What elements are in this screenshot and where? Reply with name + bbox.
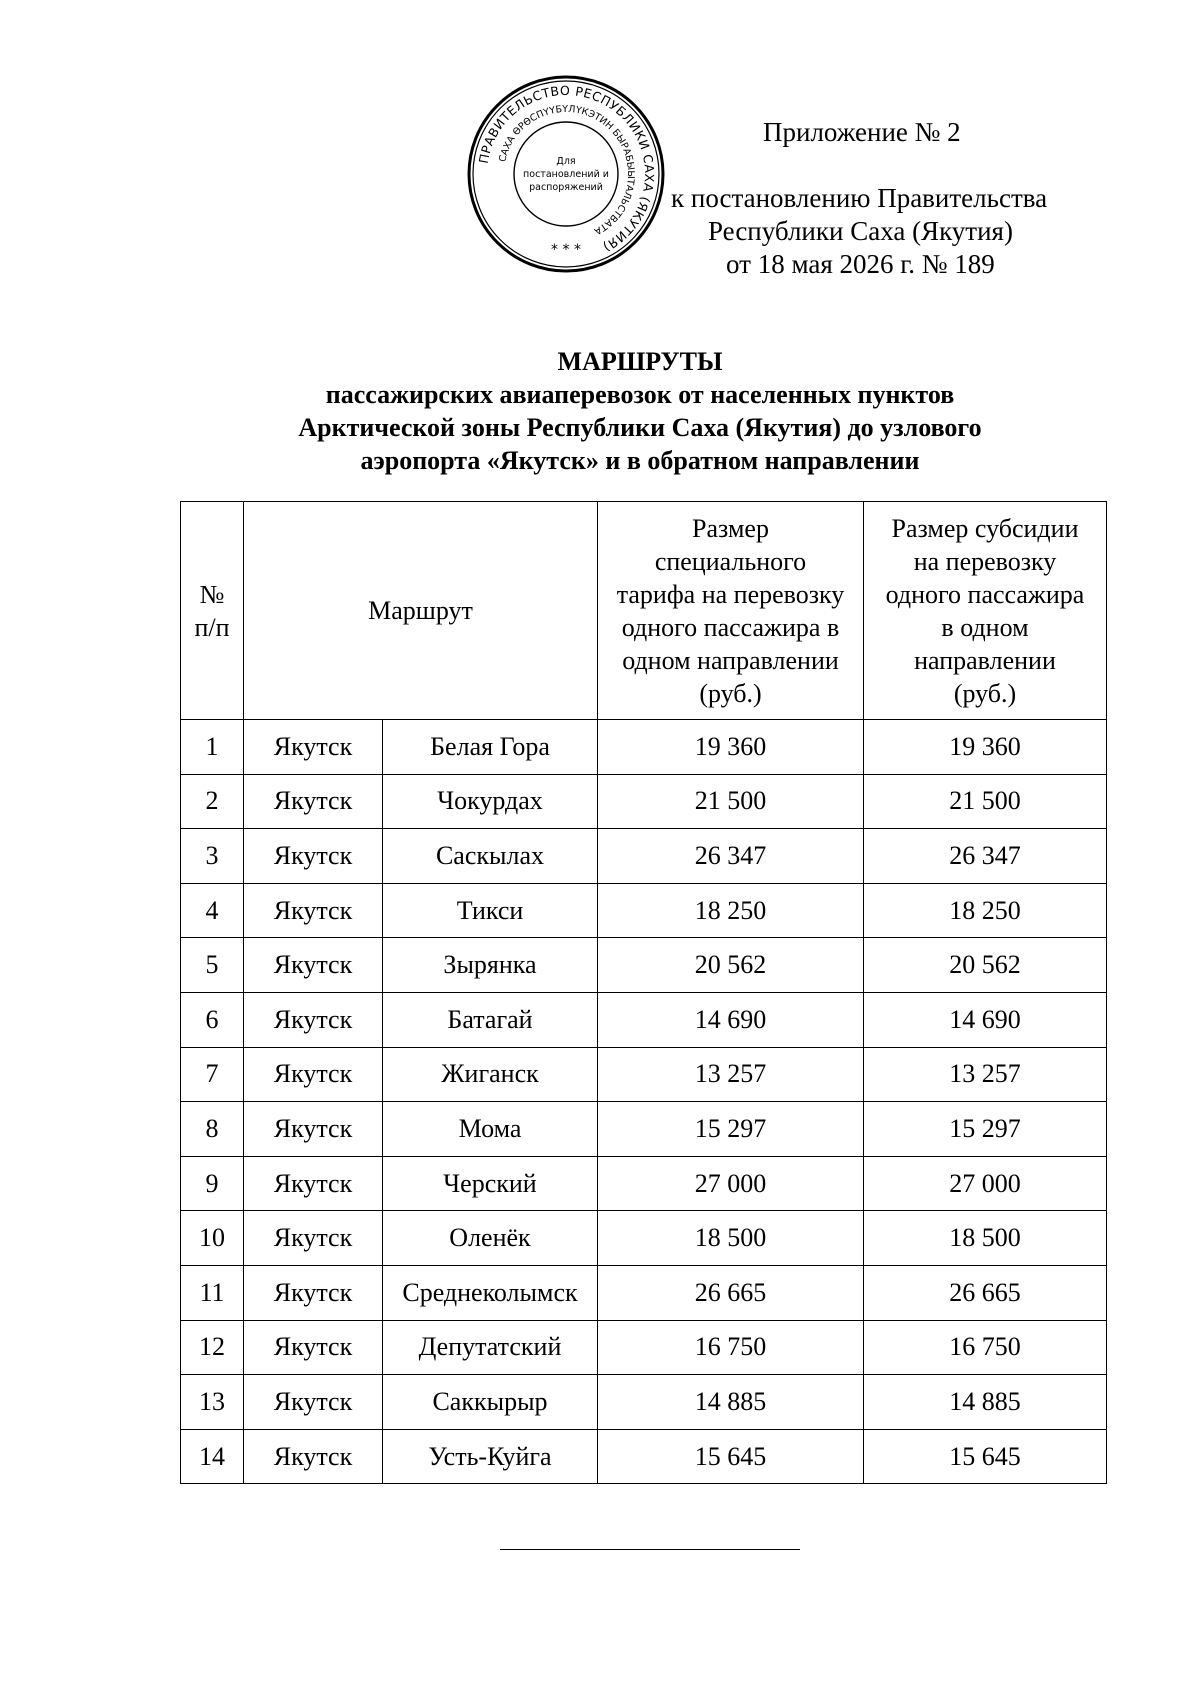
header-tariff [598, 502, 864, 720]
row-subsidy: 26 347 [864, 829, 1107, 884]
row-destination: Чокурдах [383, 774, 598, 829]
stamp-center-line: постановлений и [523, 169, 609, 180]
row-origin: Якутск [244, 938, 383, 993]
table-row [181, 1211, 1107, 1266]
title-line: Арктической зоны Республики Саха (Якутия) до узлового [298, 413, 982, 442]
stamp-seal-icon [466, 74, 666, 274]
row-tariff: 16 750 [598, 1320, 864, 1375]
row-origin: Якутск [244, 720, 383, 775]
row-subsidy: 20 562 [864, 938, 1107, 993]
row-tariff: 18 500 [598, 1211, 864, 1266]
row-tariff: 18 250 [598, 883, 864, 938]
routes-table [180, 501, 1107, 1484]
row-destination: Среднеколымск [383, 1265, 598, 1320]
row-origin: Якутск [244, 883, 383, 938]
row-destination: Мома [383, 1102, 598, 1157]
table-row [181, 720, 1107, 775]
header-text: одного пассажира в [621, 612, 840, 642]
row-subsidy: 16 750 [864, 1320, 1107, 1375]
row-number: 12 [181, 1320, 244, 1375]
row-number: 1 [181, 720, 244, 775]
table-row [181, 829, 1107, 884]
table-row [181, 883, 1107, 938]
row-tariff: 20 562 [598, 938, 864, 993]
header-text: на перевозку [913, 546, 1057, 576]
row-origin: Якутск [244, 992, 383, 1047]
table-row [181, 1047, 1107, 1102]
row-subsidy: 19 360 [864, 720, 1107, 775]
header-text: (руб.) [699, 678, 762, 708]
appendix-date: от 18 мая 2026 г. № 189 [726, 249, 995, 279]
row-origin: Якутск [244, 1429, 383, 1484]
row-tariff: 15 297 [598, 1102, 864, 1157]
header-text: одного пассажира [885, 579, 1085, 609]
row-subsidy: 14 885 [864, 1375, 1107, 1430]
row-number: 2 [181, 774, 244, 829]
table-body [181, 720, 1107, 1484]
document-title [180, 345, 1100, 477]
stamp-center-line: распоряжений [529, 182, 603, 193]
table-row [181, 1429, 1107, 1484]
row-number: 5 [181, 938, 244, 993]
row-subsidy: 14 690 [864, 992, 1107, 1047]
table-row [181, 1265, 1107, 1320]
stamp-center-line: Для [556, 156, 576, 167]
row-subsidy: 13 257 [864, 1047, 1107, 1102]
stamp-inner-text: САХА ӨРӨСПҮҮБҮЛҮКЭТИН БЫРАБЫЫТАЛЬСТВАТА [497, 103, 637, 237]
row-number: 3 [181, 829, 244, 884]
row-destination: Батагай [383, 992, 598, 1047]
row-subsidy: 18 250 [864, 883, 1107, 938]
row-origin: Якутск [244, 1047, 383, 1102]
row-origin: Якутск [244, 1265, 383, 1320]
table-row [181, 1375, 1107, 1430]
row-number: 14 [181, 1429, 244, 1484]
header-text: одном направлении [622, 645, 839, 675]
title-line: аэропорта «Якутск» и в обратном направлении [360, 446, 920, 475]
header-text: № [199, 579, 225, 609]
row-tariff: 14 690 [598, 992, 864, 1047]
row-origin: Якутск [244, 1211, 383, 1266]
row-destination: Тикси [383, 883, 598, 938]
row-number: 9 [181, 1156, 244, 1211]
row-tariff: 27 000 [598, 1156, 864, 1211]
row-number: 13 [181, 1375, 244, 1430]
row-subsidy: 26 665 [864, 1265, 1107, 1320]
row-origin: Якутск [244, 829, 383, 884]
row-tariff: 13 257 [598, 1047, 864, 1102]
table-row [181, 1102, 1107, 1157]
table-row [181, 938, 1107, 993]
table-row [181, 992, 1107, 1047]
row-tariff: 15 645 [598, 1429, 864, 1484]
official-stamp [466, 74, 666, 274]
row-origin: Якутск [244, 1375, 383, 1430]
row-subsidy: 15 297 [864, 1102, 1107, 1157]
appendix-number: Приложение № 2 [763, 117, 961, 147]
row-origin: Якутск [244, 774, 383, 829]
stamp-outer-text: ПРАВИТЕЛЬСТВО РЕСПУБЛИКИ САХА (ЯКУТИЯ) [475, 82, 658, 255]
header-text: специального [654, 546, 807, 576]
table-header-row [181, 502, 1107, 720]
row-destination: Черский [383, 1156, 598, 1211]
row-destination: Жиганск [383, 1047, 598, 1102]
title-line: МАРШРУТЫ [557, 347, 723, 376]
header-text: в одном [941, 612, 1029, 642]
row-destination: Саккырыр [383, 1375, 598, 1430]
header-number [181, 502, 244, 720]
row-number: 4 [181, 883, 244, 938]
header-text: (руб.) [953, 678, 1017, 708]
row-destination: Оленёк [383, 1211, 598, 1266]
row-tariff: 14 885 [598, 1375, 864, 1430]
header-text: Размер субсидии [891, 513, 1079, 543]
row-number: 10 [181, 1211, 244, 1266]
row-number: 11 [181, 1265, 244, 1320]
header-text: п/п [194, 612, 230, 642]
row-origin: Якутск [244, 1102, 383, 1157]
table-row [181, 774, 1107, 829]
row-tariff: 21 500 [598, 774, 864, 829]
row-tariff: 26 347 [598, 829, 864, 884]
row-number: 6 [181, 992, 244, 1047]
row-subsidy: 18 500 [864, 1211, 1107, 1266]
row-tariff: 19 360 [598, 720, 864, 775]
header-text: Размер [692, 513, 769, 543]
row-subsidy: 15 645 [864, 1429, 1107, 1484]
table-row [181, 1156, 1107, 1211]
appendix-line: к постановлению Правительства [671, 183, 1048, 213]
row-subsidy: 27 000 [864, 1156, 1107, 1211]
row-subsidy: 21 500 [864, 774, 1107, 829]
row-destination: Депутатский [383, 1320, 598, 1375]
header-text: тарифа на перевозку [616, 579, 845, 609]
row-destination: Зырянка [383, 938, 598, 993]
header-route: Маршрут [244, 502, 598, 720]
stamp-stars-icon: * * * [551, 242, 581, 258]
header-subsidy [864, 502, 1107, 720]
row-origin: Якутск [244, 1156, 383, 1211]
appendix-line: Республики Саха (Якутия) [708, 216, 1013, 246]
header-text: направлении [914, 645, 1056, 675]
table-row [181, 1320, 1107, 1375]
row-number: 7 [181, 1047, 244, 1102]
row-origin: Якутск [244, 1320, 383, 1375]
row-destination: Белая Гора [383, 720, 598, 775]
closing-rule [500, 1549, 800, 1550]
row-number: 8 [181, 1102, 244, 1157]
row-destination: Усть-Куйга [383, 1429, 598, 1484]
row-destination: Саскылах [383, 829, 598, 884]
row-tariff: 26 665 [598, 1265, 864, 1320]
title-line: пассажирских авиаперевозок от населенных пунктов [325, 380, 955, 409]
